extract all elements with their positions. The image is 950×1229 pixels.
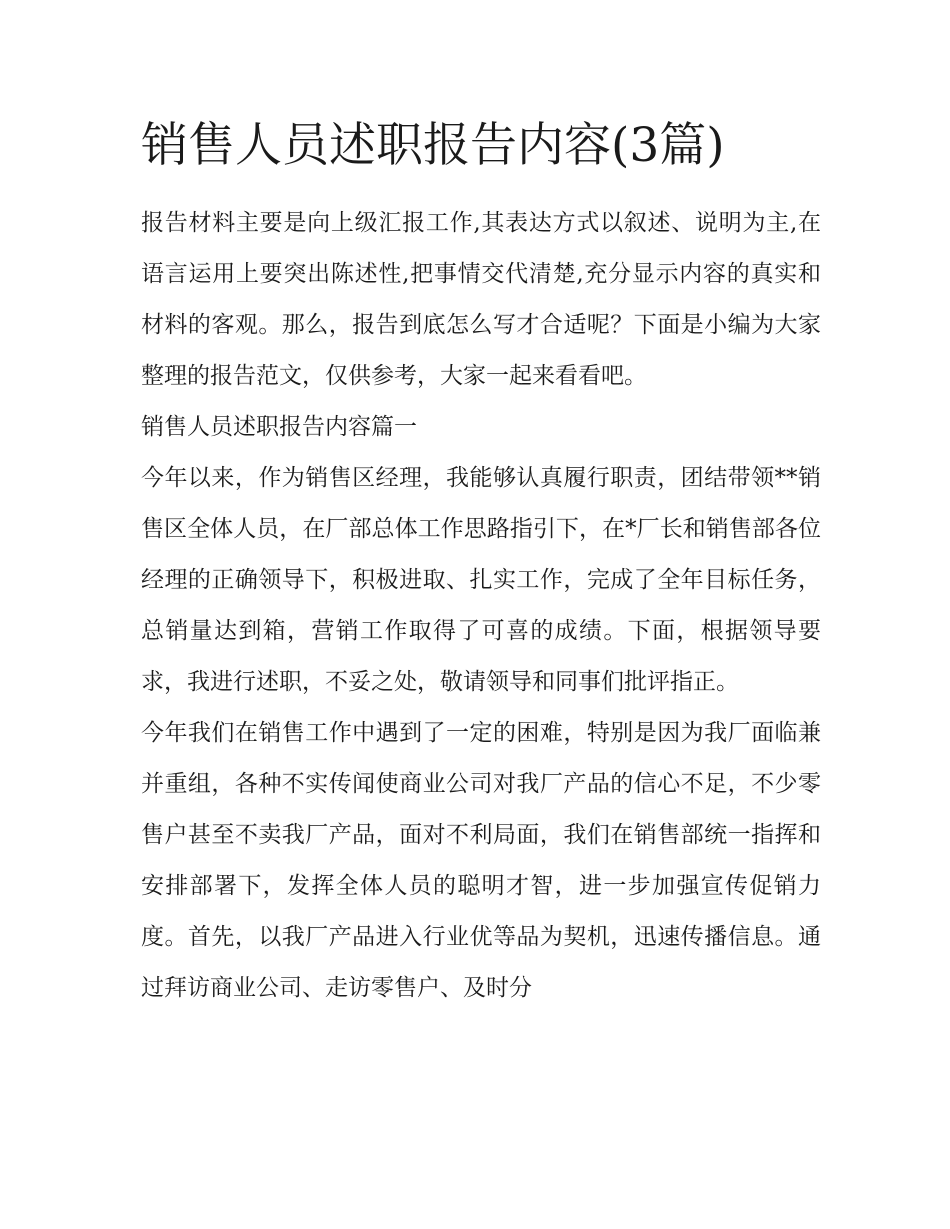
document-body — [141, 112, 821, 1014]
body-paragraph-2: 今年我们在销售工作中遇到了一定的困难，特别是因为我厂面临兼并重组，各种不实传闻使商业公司对我厂产品的信心不足，不少零售户甚至不卖我厂产品，面对不利局面，我们在销售部统一指挥和安排部署下，发挥全体人员的聪明才智，进一步加强宣传促销力度。首先，以我厂产品进入行业优等品为契机，迅速传播信息。通过拜访商业公司、走访零售户、及时分 — [141, 720, 821, 1001]
section-heading: 销售人员述职报告内容篇一 — [141, 414, 417, 440]
document-title: 销售人员述职报告内容(3篇) — [141, 118, 725, 173]
body-paragraph-1: 今年以来，作为销售区经理，我能够认真履行职责，团结带领**销售区全体人员，在厂部总体工作思路指引下，在*厂长和销售部各位经理的正确领导下，积极进取、扎实工作，完成了全年目标任务，总销量达到箱，营销工作取得了可喜的成绩。下面，根据领导要求，我进行述职，不妥之处，敬请领导和同事们批评指正。 — [141, 465, 821, 695]
intro-paragraph: 报告材料主要是向上级汇报工作,其表达方式以叙述、说明为主,在语言运用上要突出陈述性,把事情交代清楚,充分显示内容的真实和材料的客观。那么，报告到底怎么写才合适呢？下面是小编为大家整理的报告范文，仅供参考，大家一起来看看吧。 — [141, 210, 821, 389]
